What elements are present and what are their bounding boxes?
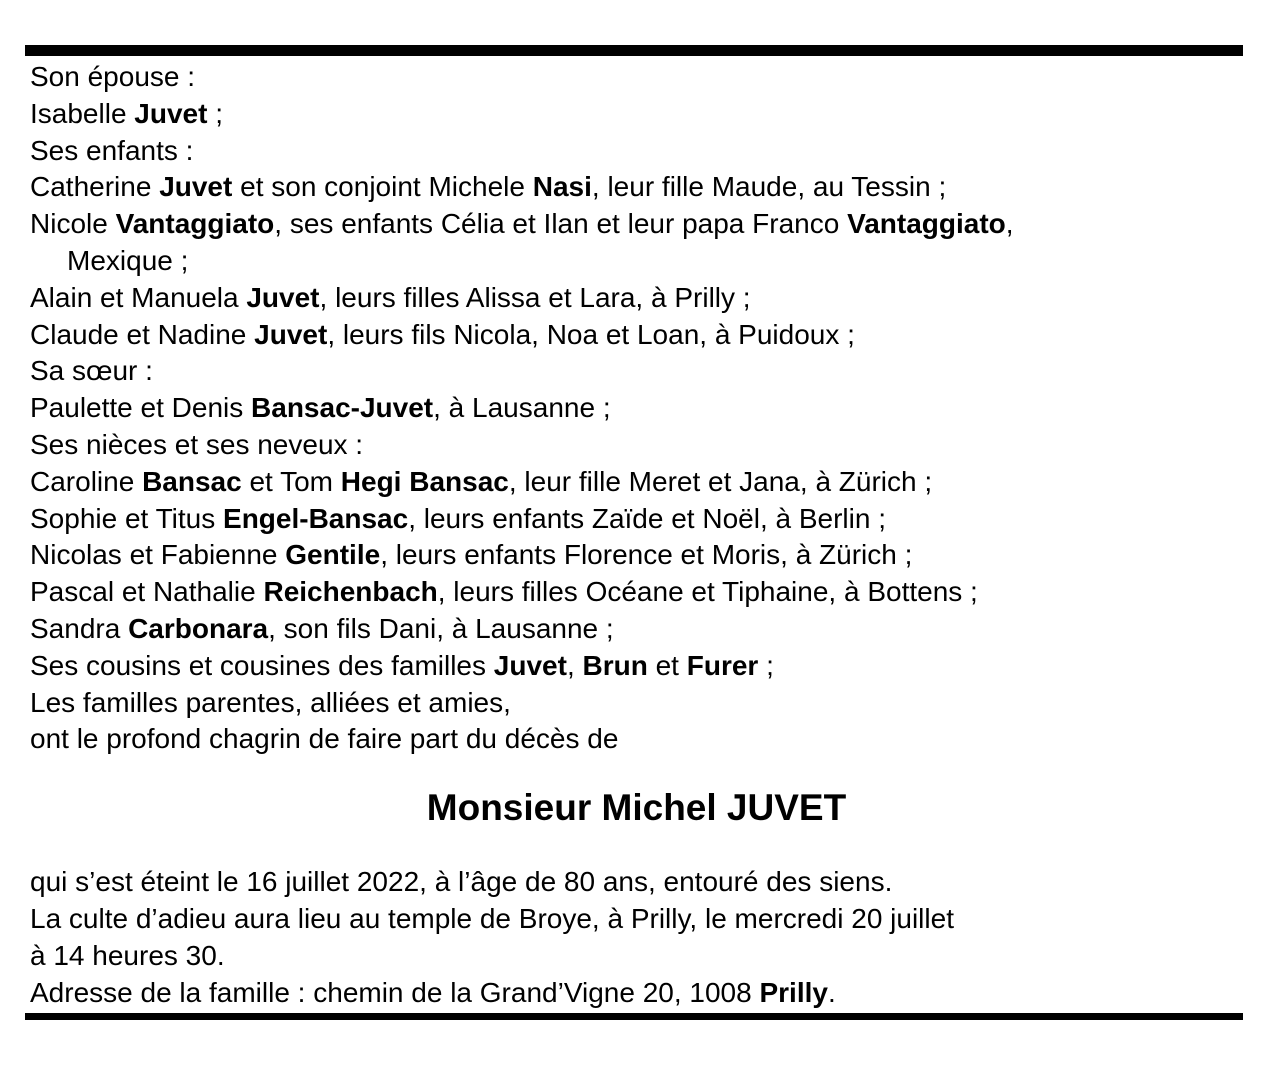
bold-name-run: Reichenbach bbox=[263, 576, 438, 608]
text-run: Paulette et Denis bbox=[30, 392, 252, 424]
bold-name-run: Juvet bbox=[246, 281, 320, 313]
text-run: , bbox=[566, 649, 583, 681]
bold-name-run: Engel-Bansac bbox=[223, 502, 409, 534]
notice-line bbox=[30, 206, 1243, 243]
notice-line bbox=[30, 537, 1243, 574]
text-run: La culte d’adieu aura lieu au temple de Broye, à Prilly, le mercredi 20 juillet bbox=[30, 902, 954, 934]
notice-line bbox=[30, 464, 1243, 501]
notice-line bbox=[30, 574, 1243, 611]
notice-line bbox=[30, 721, 1243, 758]
notice-line bbox=[30, 975, 1243, 1012]
notice-line bbox=[30, 938, 1243, 975]
text-run: , leurs enfants Florence et Moris, à Zürich ; bbox=[380, 539, 913, 571]
text-run: Son épouse : bbox=[30, 61, 196, 92]
text-run: , bbox=[1005, 208, 1014, 240]
bold-name-run: Brun bbox=[582, 649, 648, 681]
notice-line bbox=[30, 648, 1243, 685]
notice-line bbox=[30, 280, 1243, 317]
notice-line bbox=[30, 243, 1243, 280]
text-run: , leurs enfants Zaïde et Noël, à Berlin ; bbox=[408, 502, 886, 534]
text-run: Alain et Manuela bbox=[30, 281, 247, 313]
text-run: Sa sœur : bbox=[30, 355, 153, 387]
text-run: , leurs filles Alissa et Lara, à Prilly ; bbox=[319, 281, 751, 313]
text-run: Caroline bbox=[30, 465, 143, 497]
bold-name-run: Juvet bbox=[493, 649, 567, 681]
family-list bbox=[30, 59, 1243, 758]
top-rule bbox=[25, 45, 1243, 56]
bold-name-run: Hegi Bansac bbox=[340, 465, 509, 497]
bold-name-run: Gentile bbox=[285, 539, 381, 571]
bold-name-run: Vantaggiato bbox=[847, 208, 1006, 240]
bold-name-run: Bansac-Juvet bbox=[251, 392, 434, 424]
text-run: Adresse de la famille : chemin de la Grand’Vigne 20, 1008 bbox=[30, 976, 760, 1008]
notice-line bbox=[30, 353, 1243, 390]
notice-line bbox=[30, 901, 1243, 938]
text-run: , leur fille Meret et Jana, à Zürich ; bbox=[508, 465, 933, 497]
notice-line bbox=[30, 427, 1243, 464]
text-run: Ses cousins et cousines des familles bbox=[30, 649, 494, 681]
text-run: , à Lausanne ; bbox=[433, 392, 611, 424]
text-run: Sandra bbox=[30, 612, 129, 644]
notice-line bbox=[30, 501, 1243, 538]
text-run: à 14 heures 30. bbox=[30, 939, 225, 971]
bold-name-run: Nasi bbox=[532, 171, 592, 203]
bold-name-run: Prilly bbox=[759, 976, 828, 1008]
notice-line bbox=[30, 59, 1243, 96]
notice-line bbox=[30, 611, 1243, 648]
text-run: Pascal et Nathalie bbox=[30, 576, 264, 608]
bold-name-run: Carbonara bbox=[128, 612, 269, 644]
text-run: ; bbox=[207, 97, 224, 129]
text-run: , leurs filles Océane et Tiphaine, à Bottens ; bbox=[437, 576, 978, 608]
text-run: et bbox=[647, 649, 687, 681]
bold-name-run: Furer bbox=[686, 649, 759, 681]
notice-line bbox=[30, 685, 1243, 722]
text-run: et son conjoint Michele bbox=[232, 171, 533, 203]
bold-name-run: Juvet bbox=[159, 171, 233, 203]
bold-name-run: Vantaggiato bbox=[115, 208, 275, 240]
text-run: ont le profond chagrin de faire part du décès de bbox=[30, 723, 619, 755]
text-run: Mexique ; bbox=[67, 244, 189, 276]
text-run: ; bbox=[758, 649, 774, 681]
notice-line bbox=[30, 96, 1243, 133]
text-run: , leurs fils Nicola, Noa et Loan, à Puidoux ; bbox=[327, 318, 855, 350]
deceased-name: Monsieur Michel JUVET bbox=[426, 787, 847, 829]
text-run: Ses enfants : bbox=[30, 134, 194, 166]
notice-content bbox=[30, 59, 1243, 1011]
text-run: Nicole bbox=[30, 208, 116, 240]
text-run: Catherine bbox=[30, 171, 160, 203]
bold-name-run: Bansac bbox=[142, 465, 242, 497]
notice-line bbox=[30, 390, 1243, 427]
notice-line bbox=[30, 864, 1243, 901]
bold-name-run: Juvet bbox=[254, 318, 328, 350]
text-run: Sophie et Titus bbox=[30, 502, 224, 534]
ceremony-details bbox=[30, 864, 1243, 1011]
text-run: . bbox=[827, 976, 836, 1008]
text-run: Les familles parentes, alliées et amies, bbox=[30, 686, 511, 718]
notice-line bbox=[30, 133, 1243, 170]
notice-line bbox=[30, 317, 1243, 354]
text-run: , son fils Dani, à Lausanne ; bbox=[268, 612, 614, 644]
bold-name-run: Juvet bbox=[134, 97, 208, 129]
text-run: Ses nièces et ses neveux : bbox=[30, 428, 364, 460]
text-run: Isabelle bbox=[30, 97, 135, 129]
text-run: et Tom bbox=[241, 465, 341, 497]
text-run: qui s’est éteint le 16 juillet 2022, à l’âge de 80 ans, entouré des siens. bbox=[30, 866, 893, 898]
text-run: Nicolas et Fabienne bbox=[30, 539, 286, 571]
text-run: Claude et Nadine bbox=[30, 318, 255, 350]
text-run: , ses enfants Célia et Ilan et leur papa Franco bbox=[274, 208, 848, 240]
notice-line bbox=[30, 169, 1243, 206]
text-run: , leur fille Maude, au Tessin ; bbox=[591, 171, 947, 203]
bottom-rule bbox=[25, 1013, 1243, 1020]
